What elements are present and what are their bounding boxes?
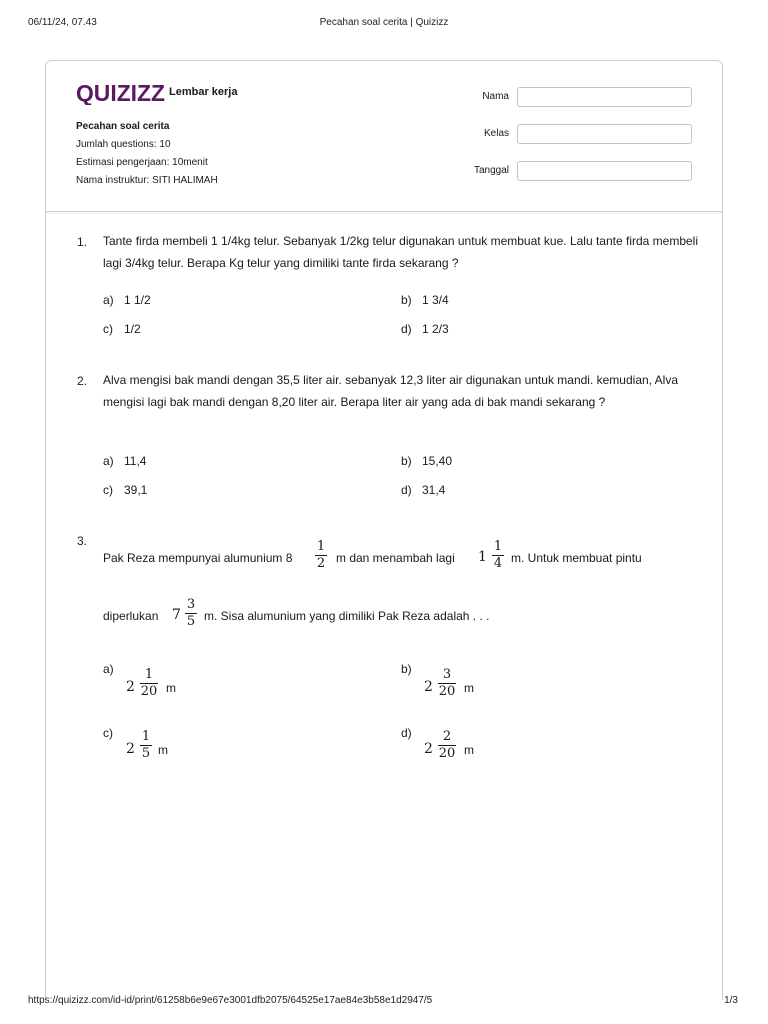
option-letter: c) [103, 726, 113, 740]
option-text: 1 1/2 [124, 293, 151, 307]
option-text: 11,4 [124, 454, 147, 468]
instructor-name: Nama instruktur: SITI HALIMAH [76, 175, 218, 186]
print-header [0, 17, 768, 31]
print-datetime: 06/11/24, 07.43 [28, 17, 97, 28]
whole-number: 2 [424, 679, 433, 695]
name-field[interactable] [517, 87, 692, 107]
fraction [140, 667, 158, 700]
option-letter: b) [401, 662, 412, 676]
worksheet-title: Pecahan soal cerita [76, 121, 170, 132]
denominator: 20 [438, 684, 456, 699]
worksheet-header [46, 61, 722, 212]
class-field[interactable] [517, 124, 692, 144]
question-text: Alva mengisi bak mandi dengan 35,5 liter air. sebanyak 12,3 liter air digunakan untuk mandi. kemudian, Alva mengisi lagi bak mandi dengan 8,20 liter air. Berapa liter air yang ada di bak mandi sekarang ? [103, 373, 679, 409]
denominator: 5 [186, 614, 196, 629]
question-text: m. Untuk membuat pintu [511, 551, 642, 565]
option-letter: d) [401, 483, 412, 497]
numerator: 2 [442, 729, 452, 744]
print-page-title: Pecahan soal cerita | Quizizz [319, 17, 449, 28]
option-letter: d) [401, 322, 412, 336]
date-field[interactable] [517, 161, 692, 181]
option-a[interactable] [103, 293, 151, 307]
option-letter: b) [401, 454, 412, 468]
numerator: 1 [316, 539, 326, 554]
fraction [185, 597, 197, 630]
option-text: 15,40 [422, 454, 453, 468]
unit: m [464, 681, 474, 695]
option-letter: a) [103, 293, 114, 307]
class-label: Kelas [483, 128, 509, 139]
option-letter: c) [103, 322, 113, 336]
fraction [140, 729, 152, 762]
whole-number: 1 [478, 549, 487, 565]
question-number: 3. [77, 534, 88, 548]
option-letter: d) [401, 726, 412, 740]
question-number: 1. [77, 235, 88, 249]
question-text: diperlukan [103, 609, 159, 623]
print-url: https://quizizz.com/id-id/print/61258b6e9e67e3001dfb2075/64525e17ae84e3b58e1d2947/5 [28, 995, 433, 1006]
option-b[interactable] [401, 293, 449, 307]
option-letter: a) [103, 662, 114, 676]
fraction [492, 539, 504, 572]
option-text: 39,1 [124, 483, 148, 497]
unit: m [158, 743, 168, 757]
logo-wordmark: QUIZIZZ [76, 80, 165, 105]
unit: m [166, 681, 176, 695]
denominator: 20 [140, 684, 158, 699]
denominator: 5 [141, 746, 151, 761]
option-text: 31,4 [422, 483, 446, 497]
name-label: Nama [482, 91, 509, 102]
option-d[interactable] [401, 322, 449, 336]
unit: m [464, 743, 474, 757]
question-number: 2. [77, 374, 88, 388]
worksheet-label: Lembar kerja [169, 86, 238, 98]
numerator: 1 [144, 667, 154, 682]
fraction [438, 729, 456, 762]
question-text: m dan menambah lagi [336, 551, 455, 565]
question-text: Tante firda membeli 1 1/4kg telur. Sebanyak 1/2kg telur digunakan untuk membuat kue. Lalu tante firda membeli lagi 3/4kg telur. Berapa Kg telur yang dimiliki tante firda sekarang ? [103, 234, 699, 270]
option-letter: c) [103, 483, 113, 497]
worksheet-sheet [45, 60, 723, 1000]
numerator: 3 [442, 667, 452, 682]
fraction [438, 667, 456, 700]
question-text: m. Sisa alumunium yang dimiliki Pak Reza adalah . . . [204, 609, 490, 623]
quizizz-logo [76, 79, 166, 105]
whole-number: 7 [172, 607, 181, 623]
denominator: 20 [438, 746, 456, 761]
whole-number: 2 [126, 741, 135, 757]
numerator: 1 [141, 729, 151, 744]
numerator: 3 [186, 597, 196, 612]
denominator: 2 [316, 556, 326, 571]
date-label: Tanggal [473, 165, 509, 176]
denominator: 4 [493, 556, 503, 571]
whole-number: 2 [126, 679, 135, 695]
option-text: 1 3/4 [422, 293, 449, 307]
print-footer [0, 995, 768, 1009]
option-text: 1/2 [124, 322, 141, 336]
option-letter: b) [401, 293, 412, 307]
option-d[interactable] [401, 483, 445, 497]
option-b[interactable] [401, 454, 452, 468]
option-a[interactable] [103, 454, 146, 468]
numerator: 1 [493, 539, 503, 554]
whole-number: 2 [424, 741, 433, 757]
fraction [315, 539, 327, 572]
question-text: Pak Reza mempunyai alumunium 8 [103, 551, 293, 565]
option-text: 1 2/3 [422, 322, 449, 336]
option-letter: a) [103, 454, 114, 468]
print-page-number: 1/3 [724, 995, 738, 1006]
time-estimate: Estimasi pengerjaan: 10menit [76, 157, 208, 168]
option-c[interactable] [103, 322, 141, 336]
option-c[interactable] [103, 483, 147, 497]
question-count: Jumlah questions: 10 [76, 139, 171, 150]
